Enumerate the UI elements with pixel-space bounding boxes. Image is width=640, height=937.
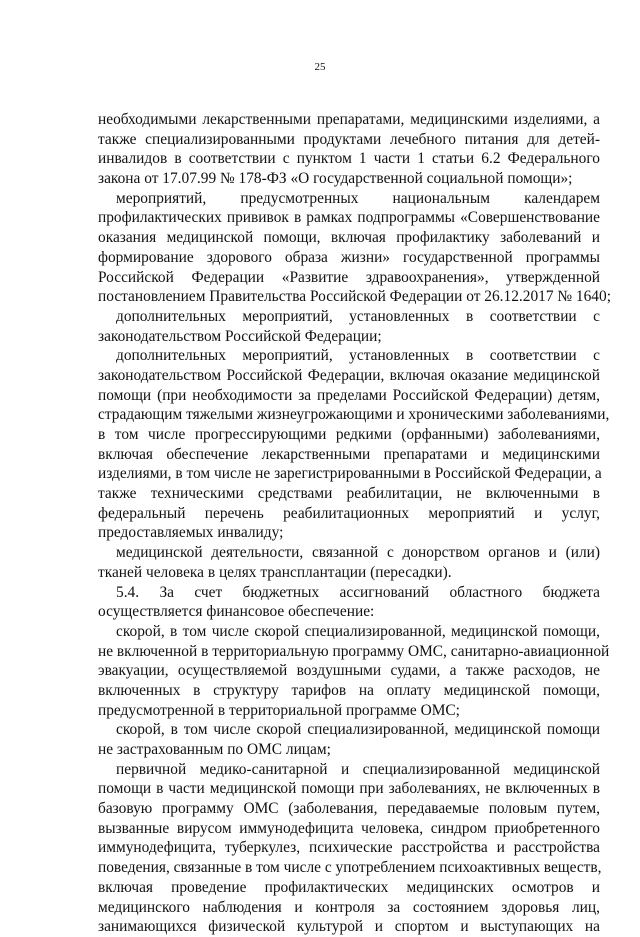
text-line: скорой, в том числе скорой специализированной, медицинской помощи,	[116, 622, 600, 640]
text-line: медицинского наблюдения и контроля за состоянием здоровья лиц,	[98, 898, 600, 916]
text-line: необходимыми лекарственными препаратами, медицинскими изделиями, а	[98, 111, 600, 128]
text-line: постановлением Правительства Российской Федерации от 26.12.2017 № 1640;	[98, 288, 611, 306]
text-line: также техническими средствами реабилитации, не включенными в	[98, 485, 600, 503]
text-line: дополнительных мероприятий, установленных в соответствии с	[116, 307, 600, 325]
text-line: оказания медицинской помощи, включая профилактику заболеваний и	[98, 229, 600, 247]
text-line: закона от 17.07.99 № 178-ФЗ «О государственной социальной помощи»;	[98, 170, 573, 188]
text-line: формирование здорового образа жизни» государственной программы	[98, 248, 600, 266]
text-line: инвалидов в соответствии с пунктом 1 части 1 статьи 6.2 Федерального	[98, 150, 600, 168]
text-line: дополнительных мероприятий, установленных в соответствии с	[116, 347, 600, 365]
text-line: занимающихся физической культурой и спортом и выступающих на	[98, 918, 600, 936]
text-line: 5.4. За счет бюджетных ассигнований областного бюджета	[116, 583, 600, 601]
text-line: помощи (при необходимости за пределами Российской Федерации) детям,	[98, 386, 600, 404]
text-line: включая обеспечение лекарственными препаратами и медицинскими	[98, 445, 600, 463]
document-body	[98, 110, 611, 937]
text-line: не включенной в территориальную программу ОМС, санитарно-авиационной	[98, 642, 610, 660]
text-line: страдающим тяжелыми жизнеугрожающими и хроническими заболеваниями,	[98, 406, 610, 424]
text-line: предоставляемых инвалиду;	[98, 524, 284, 542]
text-line: базовую программу ОМС (заболевания, передаваемые половым путем,	[98, 800, 600, 818]
text-line: мероприятий, предусмотренных национальным календарем	[116, 189, 600, 207]
text-line: также специализированными продуктами лечебного питания для детей-	[98, 130, 600, 148]
text-line: первичной медико-санитарной и специализированной медицинской	[116, 760, 600, 778]
text-line: медицинской деятельности, связанной с донорством органов и (или)	[116, 544, 600, 562]
text-line: скорой, в том числе скорой специализированной, медицинской помощи	[116, 721, 600, 739]
text-line: в том числе прогрессирующими редкими (орфанными) заболеваниями,	[98, 426, 600, 443]
text-line: включенных в структуру тарифов на оплату медицинской помощи,	[98, 681, 600, 699]
text-line: включая проведение профилактических медицинских осмотров и	[98, 878, 600, 896]
text-line: законодательством Российской Федерации, включая оказание медицинской	[98, 366, 600, 384]
text-line: иммунодефицита, туберкулез, психические расстройства и расстройства	[98, 839, 600, 857]
text-line: профилактических прививок в рамках подпрограммы «Совершенствование	[98, 209, 600, 227]
page-number: 25	[314, 61, 326, 73]
text-line: помощи в части медицинской помощи при заболеваниях, не включенных в	[98, 780, 600, 798]
text-line: осуществляется финансовое обеспечение:	[98, 603, 375, 621]
text-line: не застрахованным по ОМС лицам;	[98, 741, 331, 758]
text-line: поведения, связанные в том числе с употреблением психоактивных веществ,	[98, 859, 602, 877]
text-line: вызванные вирусом иммунодефицита человека, синдром приобретенного	[98, 819, 600, 837]
text-line: предусмотренной в территориальной программе ОМС;	[98, 701, 460, 719]
text-line: эвакуации, осуществляемой воздушными судами, а также расходов, не	[98, 662, 600, 680]
text-line: законодательством Российской Федерации;	[98, 327, 382, 345]
text-line: Российской Федерации «Развитие здравоохранения», утвержденной	[98, 268, 600, 286]
text-line: федеральный перечень реабилитационных мероприятий и услуг,	[98, 504, 600, 522]
text-line: изделиями, в том числе не зарегистрированными в Российской Федерации, а	[98, 465, 602, 483]
text-line: тканей человека в целях трансплантации (пересадки).	[98, 563, 452, 581]
